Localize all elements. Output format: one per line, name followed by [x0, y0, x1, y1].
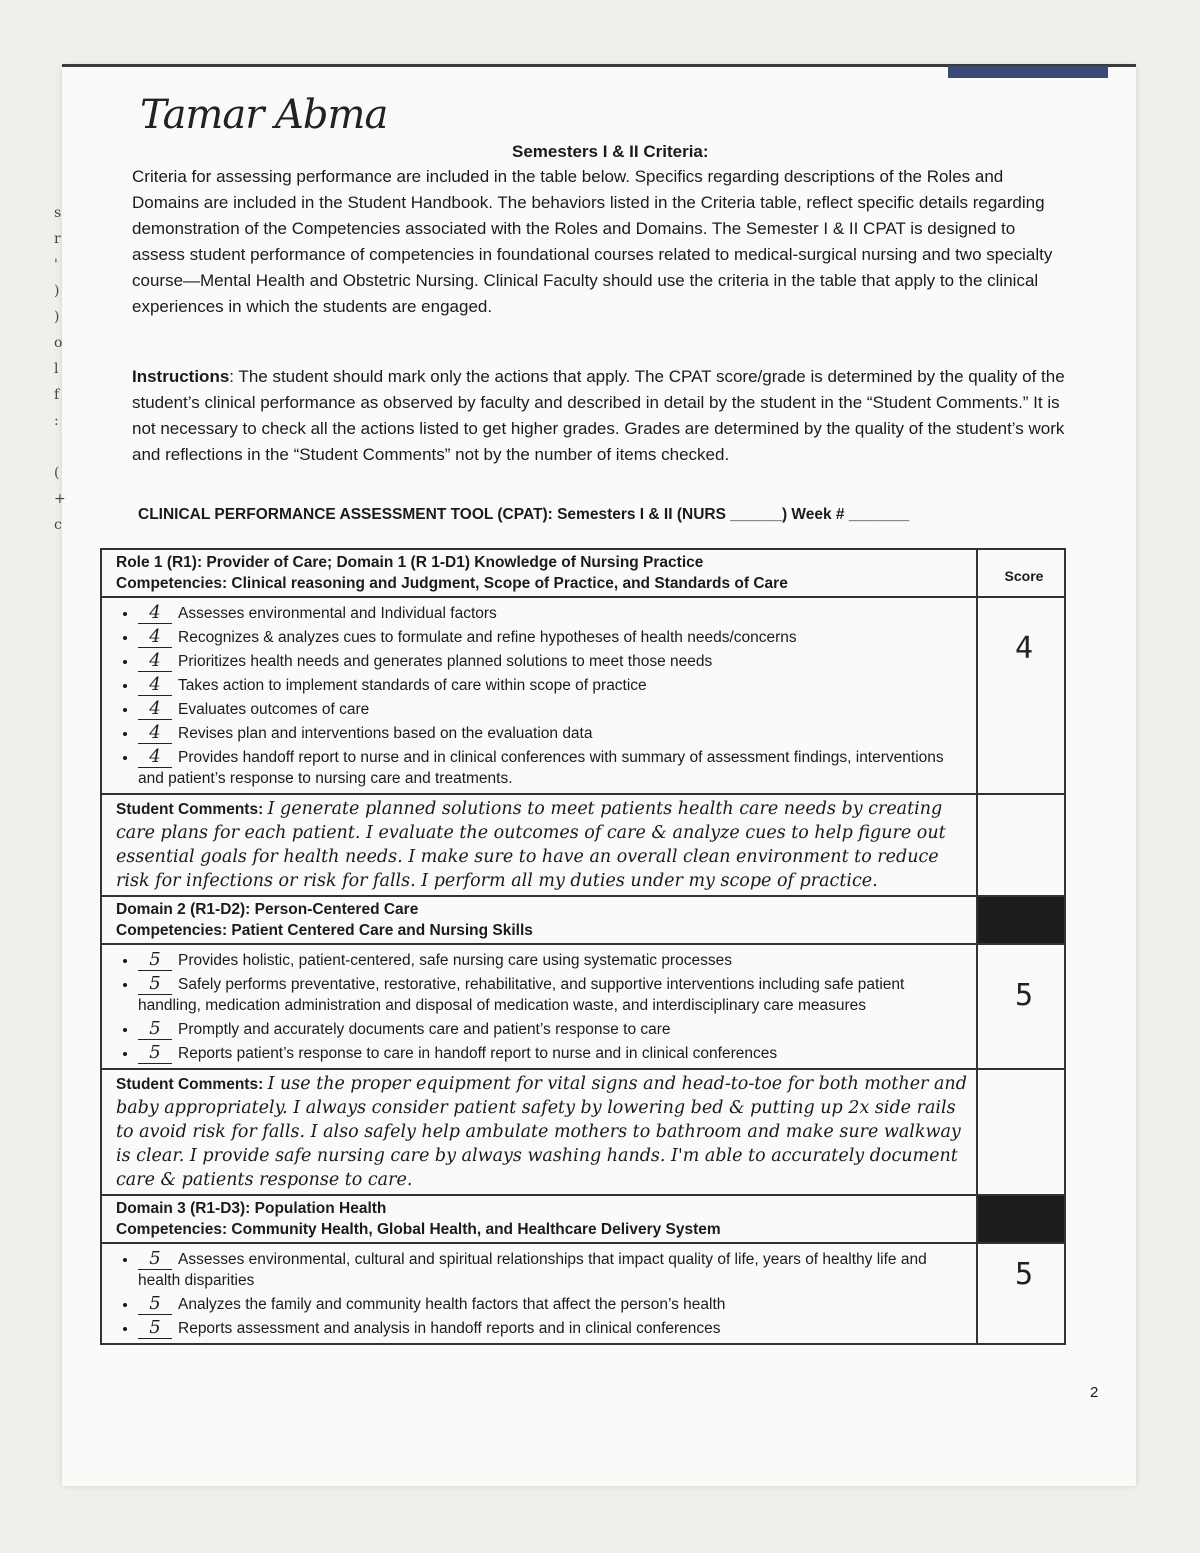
comments-cell [101, 794, 977, 896]
item-mark[interactable]: 4 [138, 674, 172, 696]
intro-paragraph: Criteria for assessing performance are included in the table below. Specifics regarding descriptions of the Roles and Domains are included in the Student Handbook. The behaviors listed in the Criteria table, reflect specific details regarding demonstration of the Competencies associated with the Roles and Domains. The Semester I & II CPAT is designed to assess student performance of competencies in foundational courses related to medical-surgical nursing and two specialty course—Mental Health and Obstetric Nursing. Clinical Faculty should use the criteria in the table that apply to the clinical experiences in which the students are engaged. [132, 167, 1053, 316]
instructions-paragraph [132, 364, 1067, 468]
score-cell [977, 597, 1065, 794]
score-empty-cell [977, 794, 1065, 896]
list-item [138, 650, 968, 672]
handwritten-signature: Tamar Abma [140, 92, 388, 138]
item-text: Takes action to implement standards of care within scope of practice [178, 677, 647, 694]
criteria-heading: Semesters I & II Criteria: [512, 142, 709, 161]
section-competencies: Competencies: Clinical reasoning and Judgment, Scope of Practice, and Standards of Care [116, 575, 788, 592]
item-mark[interactable]: 5 [138, 949, 172, 971]
section-1-header-row [101, 549, 1065, 597]
item-mark[interactable]: 5 [138, 1042, 172, 1064]
item-mark[interactable]: 4 [138, 626, 172, 648]
background-corner [948, 66, 1108, 78]
cpat-table [100, 548, 1066, 1345]
page-number: 2 [1090, 1384, 1099, 1401]
list-item [138, 746, 968, 789]
score-cell [977, 1243, 1065, 1344]
section-title: Domain 3 (R1-D3): Population Health [116, 1200, 387, 1217]
list-item [138, 1317, 968, 1339]
section-2-items-row [101, 944, 1065, 1069]
section-3-items-row [101, 1243, 1065, 1344]
section-competencies: Competencies: Patient Centered Care and Nursing Skills [116, 922, 533, 939]
section-1-items-row [101, 597, 1065, 794]
item-mark[interactable]: 4 [138, 722, 172, 744]
section-header [101, 896, 977, 944]
list-item [138, 674, 968, 696]
section-competencies: Competencies: Community Health, Global Health, and Healthcare Delivery System [116, 1221, 721, 1238]
item-text: Promptly and accurately documents care and patient’s response to care [178, 1021, 671, 1038]
list-item [138, 1018, 968, 1040]
section-3-header-row [101, 1195, 1065, 1243]
student-comments-text[interactable]: I generate planned solutions to meet patients health care needs by creating care plans for each patient. I evaluate the outcomes of care & analyze cues to help figure out essential goals for health needs. I make sure to have an overall clean environment to reduce risk for infections or risk for falls. I perform all my duties under my scope of practice. [116, 799, 946, 891]
items-cell [101, 944, 977, 1069]
item-mark[interactable]: 4 [138, 602, 172, 624]
item-mark[interactable]: 4 [138, 746, 172, 768]
list-item [138, 626, 968, 648]
item-text: Assesses environmental, cultural and spiritual relationships that impact quality of life, years of healthy life and health disparities [138, 1251, 927, 1289]
item-mark[interactable]: 5 [138, 1248, 172, 1270]
score-cell [977, 944, 1065, 1069]
list-item [138, 1248, 968, 1291]
item-mark[interactable]: 5 [138, 1018, 172, 1040]
section-header [101, 549, 977, 597]
criteria-list [116, 602, 968, 789]
item-text: Prioritizes health needs and generates planned solutions to meet those needs [178, 653, 713, 670]
section-2-header-row [101, 896, 1065, 944]
item-text: Evaluates outcomes of care [178, 701, 370, 718]
cpat-title: CLINICAL PERFORMANCE ASSESSMENT TOOL (CPAT): Semesters I & II (NURS ______) Week # _______ [138, 506, 910, 523]
section-2-comments-row [101, 1069, 1065, 1195]
item-text: Safely performs preventative, restorative, rehabilitative, and supportive interventions including safe patient handling, medication administration and disposal of medication waste, and interdisciplinary care measures [138, 976, 905, 1014]
score-empty-cell [977, 1069, 1065, 1195]
margin-marks: s r ' ) ) o l f : ( + c [54, 205, 66, 533]
item-text: Provides handoff report to nurse and in clinical conferences with summary of assessment findings, interventions and patient’s response to nursing care and treatments. [138, 749, 944, 787]
items-cell [101, 597, 977, 794]
list-item [138, 698, 968, 720]
section-title: Domain 2 (R1-D2): Person-Centered Care [116, 901, 419, 918]
item-mark[interactable]: 5 [138, 1317, 172, 1339]
score-value[interactable]: 4 [1014, 631, 1034, 666]
list-item [138, 722, 968, 744]
student-comments-text[interactable]: I use the proper equipment for vital signs and head-to-toe for both mother and baby appropriately. I always consider patient safety by lowering bed & putting up 2x side rails to avoid risk for falls. I also safely help ambulate mothers to bathroom and make sure walkway is clear. I provide safe nursing care by always washing hands. I'm able to accurately document care & patients response to care. [116, 1074, 967, 1190]
item-text: Reports assessment and analysis in handoff reports and in clinical conferences [178, 1320, 721, 1337]
item-text: Assesses environmental and Individual factors [178, 605, 497, 622]
score-header-cell [977, 549, 1065, 597]
item-mark[interactable]: 5 [138, 973, 172, 995]
instructions-text: : The student should mark only the actions that apply. The CPAT score/grade is determined by the quality of the student’s clinical performance as observed by faculty and described in detail by the student in the “Student Comments.” It is not necessary to check all the actions listed to get higher grades. Grades are determined by the quality of the student’s work and reflections in the “Student Comments” not by the number of items checked. [132, 367, 1065, 464]
item-text: Analyzes the family and community health factors that affect the person’s health [178, 1296, 726, 1313]
item-text: Reports patient’s response to care in handoff report to nurse and in clinical conferences [178, 1045, 778, 1062]
list-item [138, 973, 968, 1016]
student-comments-label: Student Comments: [116, 1076, 264, 1093]
section-title: Role 1 (R1): Provider of Care; Domain 1 (R 1-D1) Knowledge of Nursing Practice [116, 554, 704, 571]
criteria-list [116, 1248, 968, 1339]
list-item [138, 1293, 968, 1315]
list-item [138, 1042, 968, 1064]
item-text: Revises plan and interventions based on the evaluation data [178, 725, 593, 742]
item-mark[interactable]: 5 [138, 1293, 172, 1315]
score-shaded-cell [977, 896, 1065, 944]
score-value[interactable]: 5 [1014, 978, 1034, 1013]
criteria-list [116, 949, 968, 1064]
items-cell [101, 1243, 977, 1344]
item-text: Provides holistic, patient-centered, safe nursing care using systematic processes [178, 952, 732, 969]
comments-cell [101, 1069, 977, 1195]
list-item [138, 602, 968, 624]
item-mark[interactable]: 4 [138, 650, 172, 672]
section-1-comments-row [101, 794, 1065, 896]
score-shaded-cell [977, 1195, 1065, 1243]
score-value[interactable]: 5 [1014, 1257, 1034, 1292]
item-text: Recognizes & analyzes cues to formulate and refine hypotheses of health needs/concerns [178, 629, 797, 646]
instructions-label: Instructions [132, 367, 230, 386]
list-item [138, 949, 968, 971]
section-header [101, 1195, 977, 1243]
student-comments-label: Student Comments: [116, 801, 264, 818]
score-header: Score [1004, 568, 1044, 584]
item-mark[interactable]: 4 [138, 698, 172, 720]
